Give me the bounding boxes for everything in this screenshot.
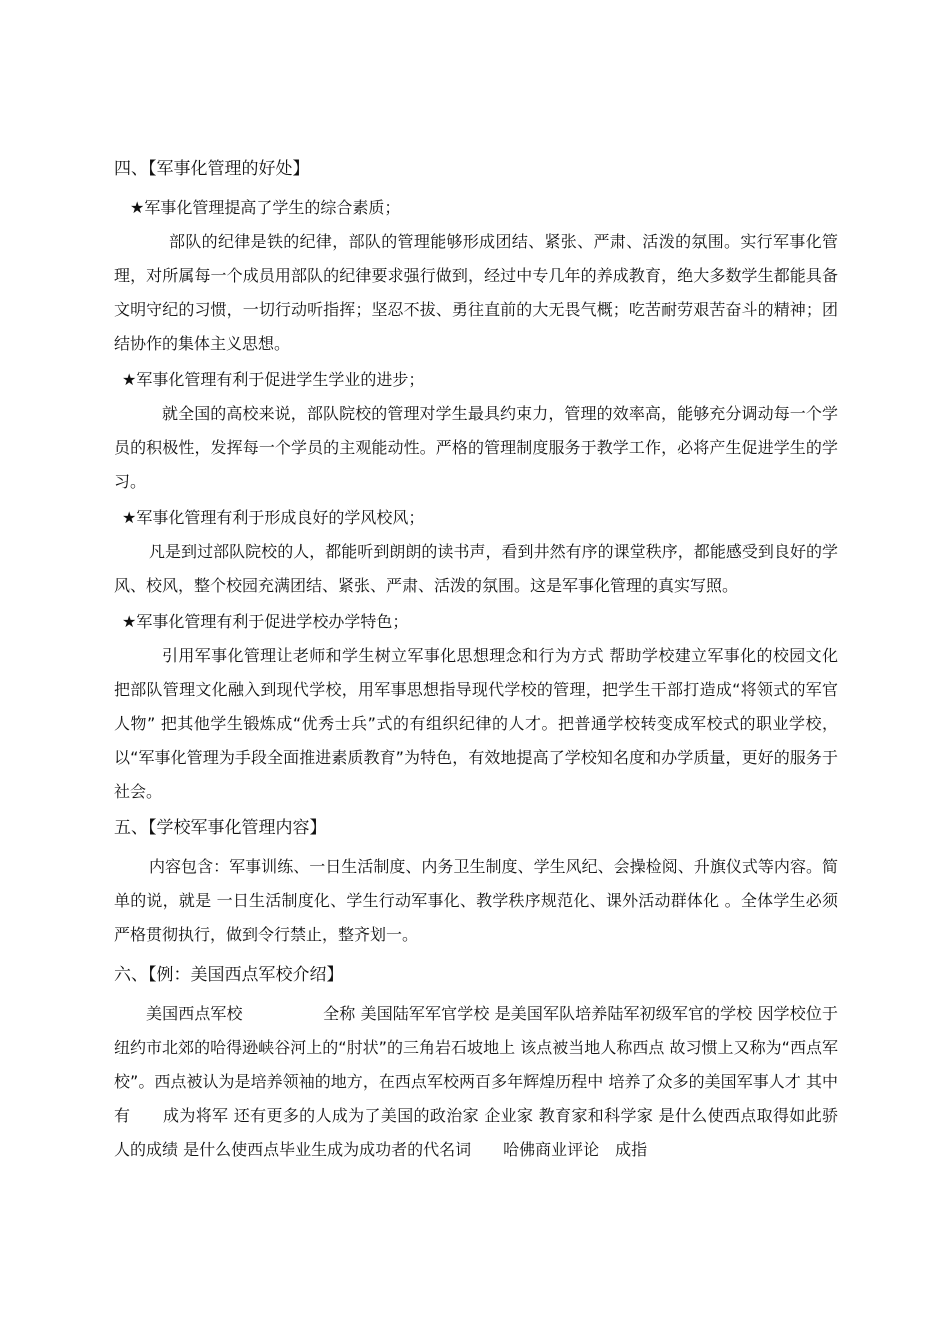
paragraph: 部队的纪律是铁的纪律，部队的管理能够形成团结、紧张、严肃、活泼的氛围。实行军事化管理，对所属每一个成员用部队的纪律要求强行做到，经过中专几年的养成教育，绝大多数学生都能具备文明守纪的习惯，一切行动听指挥；坚忍不拔、勇往直前的大无畏气概；吃苦耐劳艰苦奋斗的精神；团结协作的集体主义思想。 [114,232,838,353]
paragraph: 凡是到过部队院校的人，都能听到朗朗的读书声，看到井然有序的课堂秩序，都能感受到良好的学风、校风，整个校园充满团结、紧张、严肃、活泼的氛围。这是军事化管理的真实写照。 [114,542,838,595]
paragraph: 美国西点军校 全称 美国陆军军官学校 是美国军队培养陆军初级军官的学校 因学校位于纽约市北郊的哈得逊峡谷河上的“肘状”的三角岩石坡地上 该点被当地人称西点 故习惯上又称为“西点军校”。西点被认为是培养领袖的地方，在西点军校两百多年辉煌历程中 培养了众多的美国军事人才 其中有 成为将军 还有更多的人成为了美国的政治家 企业家 教育家和科学家 是什么使西点取得如此骄人的成绩 是什么使西点毕业生成为成功者的代名词 哈佛商业评论 成指 [114,1004,838,1159]
bullet-point: ★军事化管理有利于促进学生学业的进步； [122,370,425,389]
section-management-content [114,811,838,952]
bullet-point: ★军事化管理提高了学生的综合素质； [130,198,401,217]
section-heading: 六、【例：美国西点军校介绍】 [114,965,344,985]
bullet-point: ★军事化管理有利于形成良好的学风校风； [122,508,425,527]
paragraph: 引用军事化管理让老师和学生树立军事化思想理念和行为方式 帮助学校建立军事化的校园文化 把部队管理文化融入到现代学校，用军事思想指导现代学校的管理，把学生干部打造成“将领式的军官人物” 把其他学生锻炼成“优秀士兵”式的有组织纪律的人才。把普通学校转变成军校式的职业学校，以“军事化管理为手段全面推进素质教育”为特色，有效地提高了学校知名度和办学质量，更好的服务于社会。 [114,646,838,801]
document-body [114,152,838,1169]
paragraph: 内容包含：军事训练、一日生活制度、内务卫生制度、学生风纪、会操检阅、升旗仪式等内容。简单的说，就是 一日生活制度化、学生行动军事化、教学秩序规范化、课外活动群体化 。全体学生必须严格贯彻执行，做到令行禁止，整齐划一。 [114,857,838,944]
section-west-point-example [114,958,838,1167]
section-benefits [114,152,838,809]
section-heading: 四、【军事化管理的好处】 [114,159,310,179]
section-heading: 五、【学校军事化管理内容】 [114,818,327,838]
paragraph: 就全国的高校来说，部队院校的管理对学生最具约束力，管理的效率高，能够充分调动每一个学员的积极性，发挥每一个学员的主观能动性。严格的管理制度服务于教学工作，必将产生促进学生的学习。 [114,404,838,491]
bullet-point: ★军事化管理有利于促进学校办学特色； [122,612,409,631]
